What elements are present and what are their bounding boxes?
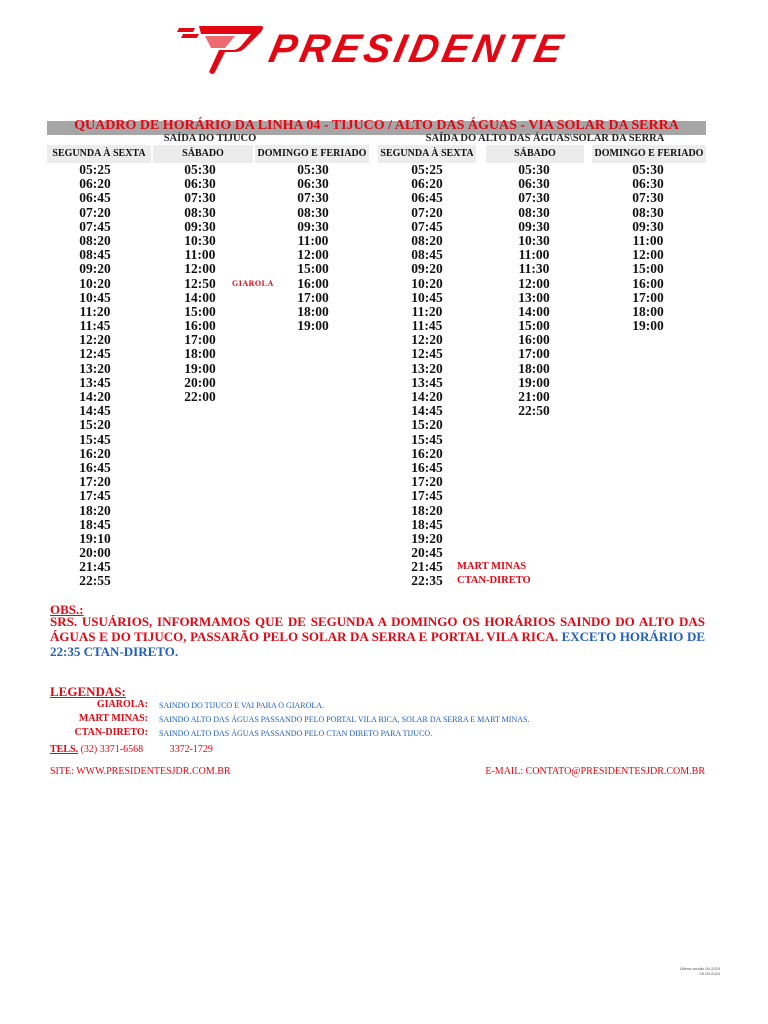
time-value: 17:45 bbox=[411, 488, 443, 504]
time-cell bbox=[375, 362, 479, 376]
time-value: 13:45 bbox=[411, 374, 443, 390]
time-cell bbox=[43, 574, 147, 588]
time-cell bbox=[375, 532, 479, 546]
time-cell bbox=[375, 447, 479, 461]
time-cell bbox=[148, 191, 252, 205]
time-cell bbox=[148, 234, 252, 248]
time-value: 12:20 bbox=[411, 332, 443, 348]
time-cell bbox=[375, 305, 479, 319]
time-cell bbox=[261, 234, 365, 248]
header-tijuco-weekday: SEGUNDA À SEXTA bbox=[47, 145, 151, 163]
time-cell bbox=[375, 390, 479, 404]
legend-key: CTAN-DIRETO: bbox=[74, 727, 148, 738]
time-cell bbox=[596, 262, 700, 276]
time-cell bbox=[596, 163, 700, 177]
time-cell bbox=[148, 333, 252, 347]
time-value: 20:00 bbox=[184, 374, 216, 390]
legend-value: SAINDO ALTO DAS ÁGUAS PASSANDO PELO CTAN DIRETO PARA TIJUCO. bbox=[159, 729, 433, 738]
legend-key: GIAROLA: bbox=[96, 699, 148, 710]
email-link[interactable]: E-MAIL: CONTATO@PRESIDENTESJDR.COM.BR bbox=[485, 766, 705, 777]
time-value: 13:45 bbox=[79, 374, 111, 390]
time-cell bbox=[43, 518, 147, 532]
time-cell bbox=[43, 177, 147, 191]
time-cell bbox=[596, 220, 700, 234]
time-value: 19:00 bbox=[297, 318, 329, 334]
time-cell bbox=[375, 163, 479, 177]
time-cell bbox=[482, 262, 586, 276]
time-value: 10:45 bbox=[79, 289, 111, 305]
time-value: 07:45 bbox=[79, 218, 111, 234]
time-cell bbox=[43, 206, 147, 220]
time-cell bbox=[148, 220, 252, 234]
time-value: 15:00 bbox=[518, 318, 550, 334]
time-cell bbox=[43, 433, 147, 447]
time-value: 20:45 bbox=[411, 545, 443, 561]
time-cell bbox=[43, 447, 147, 461]
time-value: 21:45 bbox=[411, 559, 443, 575]
time-value: 17:00 bbox=[632, 289, 664, 305]
time-cell bbox=[43, 560, 147, 574]
header-tijuco-sunday: DOMINGO E FERIADO bbox=[255, 145, 369, 163]
time-cell bbox=[43, 248, 147, 262]
time-value: 07:30 bbox=[184, 190, 216, 206]
time-cell bbox=[375, 546, 479, 560]
time-value: 15:20 bbox=[411, 417, 443, 433]
column-tijuco-sunday bbox=[261, 163, 365, 333]
time-cell bbox=[148, 291, 252, 305]
time-value: 16:00 bbox=[184, 318, 216, 334]
time-value: 08:45 bbox=[411, 247, 443, 263]
time-value: 06:45 bbox=[411, 190, 443, 206]
telephone-1[interactable]: (32) 3371-6568 bbox=[80, 744, 144, 755]
time-value: 22:55 bbox=[79, 573, 111, 589]
time-value: 08:30 bbox=[297, 204, 329, 220]
time-cell bbox=[375, 559, 527, 575]
time-value: 12:45 bbox=[411, 346, 443, 362]
time-value: 20:00 bbox=[79, 545, 111, 561]
obs-text bbox=[50, 614, 705, 659]
time-value: 10:45 bbox=[411, 289, 443, 305]
time-value: 14:00 bbox=[184, 289, 216, 305]
time-cell bbox=[375, 504, 479, 518]
time-value: 17:20 bbox=[411, 474, 443, 490]
time-value: 12:45 bbox=[79, 346, 111, 362]
time-cell bbox=[482, 177, 586, 191]
time-cell bbox=[261, 277, 365, 291]
time-cell bbox=[482, 277, 586, 291]
time-cell bbox=[43, 277, 147, 291]
time-cell bbox=[148, 206, 252, 220]
time-value: 07:20 bbox=[411, 204, 443, 220]
time-value: 11:20 bbox=[411, 303, 443, 319]
time-cell bbox=[375, 248, 479, 262]
time-cell bbox=[43, 305, 147, 319]
legend-key: MART MINAS: bbox=[78, 713, 148, 724]
time-cell bbox=[375, 291, 479, 305]
time-value: 07:30 bbox=[632, 190, 664, 206]
time-value: 14:20 bbox=[79, 389, 111, 404]
time-cell bbox=[482, 319, 586, 333]
time-cell bbox=[375, 220, 479, 234]
version-line-2: 09-09-2024 bbox=[699, 971, 720, 976]
time-value: 10:30 bbox=[184, 232, 216, 248]
time-cell bbox=[43, 333, 147, 347]
time-value: 16:45 bbox=[411, 459, 443, 475]
time-cell bbox=[375, 518, 479, 532]
time-value: 06:30 bbox=[632, 176, 664, 192]
time-cell bbox=[43, 532, 147, 546]
presidente-logo-icon bbox=[175, 22, 265, 76]
legend-item bbox=[50, 727, 710, 741]
legend-item bbox=[50, 699, 710, 713]
time-value: 08:20 bbox=[79, 232, 111, 248]
time-cell bbox=[43, 404, 147, 418]
note-mart-minas: MART MINAS bbox=[457, 561, 527, 573]
time-cell bbox=[482, 362, 586, 376]
time-value: 11:20 bbox=[79, 303, 111, 319]
time-value: 21:00 bbox=[518, 389, 550, 404]
version-line-1: Última versão 09-2024 bbox=[679, 966, 720, 971]
time-cell bbox=[43, 191, 147, 205]
time-cell bbox=[482, 234, 586, 248]
time-cell bbox=[43, 347, 147, 361]
time-cell bbox=[596, 305, 700, 319]
time-value: 12:20 bbox=[79, 332, 111, 348]
legend-value: SAINDO DO TIJUCO E VAI PARA O GIAROLA. bbox=[159, 701, 325, 710]
time-value: 14:45 bbox=[411, 403, 443, 419]
time-cell bbox=[43, 220, 147, 234]
time-value: 13:20 bbox=[79, 360, 111, 376]
time-cell bbox=[375, 234, 479, 248]
time-cell bbox=[375, 376, 479, 390]
time-value: 18:45 bbox=[79, 516, 111, 532]
column-alto-weekday bbox=[375, 162, 531, 589]
time-value: 11:45 bbox=[79, 318, 111, 334]
time-value: 09:30 bbox=[632, 218, 664, 234]
time-cell bbox=[596, 319, 700, 333]
time-value: 18:00 bbox=[184, 346, 216, 362]
time-cell bbox=[482, 347, 586, 361]
telephone-2[interactable]: 3372-1729 bbox=[169, 744, 213, 755]
header-alto-saturday: SÁBADO bbox=[486, 145, 584, 163]
time-value: 22:35 bbox=[411, 573, 443, 589]
subtitle-alto-das-aguas: SAÍDA DO ALTO DAS ÁGUAS\SOLAR DA SERRA bbox=[425, 133, 665, 144]
time-cell bbox=[482, 191, 586, 205]
time-value: 12:00 bbox=[518, 275, 550, 291]
time-cell bbox=[43, 262, 147, 276]
time-value: 19:00 bbox=[184, 360, 216, 376]
time-value: 15:20 bbox=[79, 417, 111, 433]
obs-title: OBS.: bbox=[50, 602, 84, 617]
time-cell bbox=[482, 206, 586, 220]
time-cell bbox=[375, 573, 531, 589]
time-cell bbox=[375, 191, 479, 205]
time-cell bbox=[148, 376, 252, 390]
time-value: 06:30 bbox=[297, 176, 329, 192]
time-cell bbox=[596, 206, 700, 220]
time-value: 11:45 bbox=[411, 318, 443, 334]
time-cell bbox=[482, 305, 586, 319]
time-cell bbox=[261, 248, 365, 262]
time-cell bbox=[148, 163, 252, 177]
time-value: 15:45 bbox=[411, 431, 443, 447]
time-value: 06:30 bbox=[518, 176, 550, 192]
time-cell bbox=[261, 319, 365, 333]
time-value: 18:20 bbox=[79, 502, 111, 518]
time-cell bbox=[43, 390, 147, 404]
time-value: 07:30 bbox=[297, 190, 329, 206]
version-info bbox=[680, 966, 720, 976]
time-value: 09:30 bbox=[297, 218, 329, 234]
time-cell bbox=[261, 163, 365, 177]
time-cell bbox=[482, 220, 586, 234]
time-value: 21:45 bbox=[79, 559, 111, 575]
time-cell bbox=[43, 504, 147, 518]
time-value: 05:25 bbox=[411, 162, 443, 177]
time-value: 22:50 bbox=[518, 403, 550, 419]
time-value: 09:20 bbox=[79, 261, 111, 277]
time-value: 16:00 bbox=[518, 332, 550, 348]
time-value: 08:20 bbox=[411, 232, 443, 248]
time-cell bbox=[43, 461, 147, 475]
time-cell bbox=[375, 277, 479, 291]
time-cell bbox=[482, 376, 586, 390]
legend-value: SAINDO ALTO DAS ÁGUAS PASSANDO PELO PORTAL VILA RICA, SOLAR DA SERRA E MART MINAS. bbox=[159, 715, 530, 724]
time-value: 18:00 bbox=[632, 303, 664, 319]
time-value: 06:45 bbox=[79, 190, 111, 206]
time-cell bbox=[482, 404, 586, 418]
time-cell bbox=[482, 333, 586, 347]
time-value: 19:00 bbox=[632, 318, 664, 334]
time-cell bbox=[43, 362, 147, 376]
time-cell bbox=[43, 234, 147, 248]
time-cell bbox=[375, 206, 479, 220]
time-cell bbox=[375, 489, 479, 503]
time-cell bbox=[43, 489, 147, 503]
time-cell bbox=[43, 418, 147, 432]
time-cell bbox=[596, 177, 700, 191]
time-value: 08:30 bbox=[184, 204, 216, 220]
time-cell bbox=[148, 362, 252, 376]
legend-title: LEGENDAS: bbox=[50, 684, 126, 699]
time-cell bbox=[596, 291, 700, 305]
time-cell bbox=[43, 475, 147, 489]
time-value: 05:30 bbox=[184, 162, 216, 177]
time-cell bbox=[596, 234, 700, 248]
time-cell bbox=[375, 319, 479, 333]
time-value: 12:00 bbox=[632, 247, 664, 263]
time-value: 18:00 bbox=[297, 303, 329, 319]
page-title: QUADRO DE HORÁRIO DA LINHA 04 - TIJUCO / ALTO DAS ÁGUAS - VIA SOLAR DA SERRA bbox=[74, 118, 679, 133]
time-value: 15:45 bbox=[79, 431, 111, 447]
time-cell bbox=[375, 333, 479, 347]
note-giarola: GIAROLA bbox=[232, 278, 274, 288]
time-cell bbox=[482, 390, 586, 404]
time-value: 07:30 bbox=[518, 190, 550, 206]
time-value: 14:00 bbox=[518, 303, 550, 319]
column-tijuco-weekday bbox=[43, 163, 147, 589]
time-value: 18:00 bbox=[518, 360, 550, 376]
time-value: 17:45 bbox=[79, 488, 111, 504]
time-value: 07:20 bbox=[79, 204, 111, 220]
tels-label: TELS. bbox=[50, 744, 79, 755]
time-value: 16:00 bbox=[632, 275, 664, 291]
time-cell bbox=[148, 390, 252, 404]
time-value: 08:30 bbox=[518, 204, 550, 220]
time-cell bbox=[43, 291, 147, 305]
header-alto-weekday: SEGUNDA À SEXTA bbox=[378, 145, 476, 163]
presidente-logo bbox=[175, 22, 595, 76]
time-value: 05:30 bbox=[518, 162, 550, 177]
time-cell bbox=[375, 418, 479, 432]
time-cell bbox=[261, 262, 365, 276]
brand-name: PRESIDENTE bbox=[265, 27, 571, 71]
time-value: 10:30 bbox=[518, 232, 550, 248]
time-cell bbox=[375, 433, 479, 447]
time-value: 15:00 bbox=[632, 261, 664, 277]
time-value: 16:20 bbox=[79, 445, 111, 461]
time-value: 16:00 bbox=[297, 275, 329, 291]
time-value: 11:00 bbox=[297, 232, 329, 248]
time-cell bbox=[375, 404, 479, 418]
time-value: 19:00 bbox=[518, 374, 550, 390]
time-value: 18:45 bbox=[411, 516, 443, 532]
time-value: 14:45 bbox=[79, 403, 111, 419]
time-value: 13:00 bbox=[518, 289, 550, 305]
time-value: 12:50 bbox=[184, 275, 216, 291]
time-value: 14:20 bbox=[411, 389, 443, 404]
time-value: 05:25 bbox=[79, 162, 111, 177]
time-cell bbox=[148, 177, 252, 191]
time-cell bbox=[375, 177, 479, 191]
time-value: 10:20 bbox=[411, 275, 443, 291]
time-value: 08:45 bbox=[79, 247, 111, 263]
time-cell bbox=[261, 305, 365, 319]
time-value: 11:00 bbox=[184, 247, 216, 263]
time-cell bbox=[482, 163, 586, 177]
time-value: 07:45 bbox=[411, 218, 443, 234]
column-alto-saturday bbox=[482, 163, 586, 418]
time-value: 19:10 bbox=[79, 530, 111, 546]
telephones bbox=[50, 744, 213, 755]
time-value: 13:20 bbox=[411, 360, 443, 376]
time-cell bbox=[148, 262, 252, 276]
time-cell bbox=[375, 461, 479, 475]
time-cell bbox=[596, 248, 700, 262]
time-cell bbox=[261, 220, 365, 234]
time-value: 11:00 bbox=[632, 232, 664, 248]
time-value: 06:20 bbox=[411, 176, 443, 192]
column-alto-sunday bbox=[596, 163, 700, 333]
time-value: 16:20 bbox=[411, 445, 443, 461]
time-value: 12:00 bbox=[184, 261, 216, 277]
time-cell bbox=[375, 347, 479, 361]
time-value: 09:20 bbox=[411, 261, 443, 277]
time-cell bbox=[43, 376, 147, 390]
time-value: 05:30 bbox=[297, 162, 329, 177]
time-value: 17:00 bbox=[297, 289, 329, 305]
header-alto-sunday: DOMINGO E FERIADO bbox=[592, 145, 706, 163]
time-cell bbox=[261, 206, 365, 220]
time-value: 10:20 bbox=[79, 275, 111, 291]
time-cell bbox=[43, 546, 147, 560]
time-value: 19:20 bbox=[411, 530, 443, 546]
time-value: 15:00 bbox=[297, 261, 329, 277]
time-value: 17:00 bbox=[184, 332, 216, 348]
time-value: 17:20 bbox=[79, 474, 111, 490]
time-value: 16:45 bbox=[79, 459, 111, 475]
time-value: 22:00 bbox=[184, 389, 216, 404]
website-link[interactable]: SITE: WWW.PRESIDENTESJDR.COM.BR bbox=[50, 766, 231, 777]
time-cell bbox=[148, 319, 252, 333]
time-cell bbox=[596, 191, 700, 205]
time-cell bbox=[375, 475, 479, 489]
note-ctan-direto: CTAN-DIRETO bbox=[457, 575, 531, 587]
subtitle-tijuco: SAÍDA DO TIJUCO bbox=[163, 133, 257, 144]
time-cell bbox=[375, 262, 479, 276]
time-value: 12:00 bbox=[297, 247, 329, 263]
time-cell bbox=[43, 163, 147, 177]
time-value: 18:20 bbox=[411, 502, 443, 518]
header-tijuco-saturday: SÁBADO bbox=[153, 145, 253, 163]
time-value: 08:30 bbox=[632, 204, 664, 220]
time-value: 15:00 bbox=[184, 303, 216, 319]
time-cell bbox=[148, 248, 252, 262]
obs-exception: EXCETO HORÁRIO DE 22:35 CTAN-DIRETO. bbox=[50, 629, 706, 659]
time-cell bbox=[43, 319, 147, 333]
legend-item bbox=[50, 713, 710, 727]
time-cell bbox=[148, 275, 274, 291]
time-value: 17:00 bbox=[518, 346, 550, 362]
time-value: 05:30 bbox=[632, 162, 664, 177]
time-value: 09:30 bbox=[184, 218, 216, 234]
time-cell bbox=[148, 305, 252, 319]
time-value: 11:00 bbox=[518, 247, 550, 263]
column-tijuco-saturday bbox=[148, 162, 274, 404]
time-value: 09:30 bbox=[518, 218, 550, 234]
time-cell bbox=[482, 291, 586, 305]
time-cell bbox=[482, 248, 586, 262]
time-cell bbox=[261, 191, 365, 205]
obs-notice: SRS. USUÁRIOS, INFORMAMOS QUE DE SEGUNDA A DOMINGO OS HORÁRIOS SAINDO DO ALTO DAS ÁGUAS E DO TIJUCO, PASSARÃO PELO SOLAR DA SERRA E PORTAL VILA RICA. bbox=[50, 614, 705, 644]
time-value: 11:30 bbox=[518, 261, 550, 277]
time-cell bbox=[148, 347, 252, 361]
time-value: 06:30 bbox=[184, 176, 216, 192]
time-cell bbox=[596, 277, 700, 291]
time-cell bbox=[261, 291, 365, 305]
time-value: 06:20 bbox=[79, 176, 111, 192]
time-cell bbox=[261, 177, 365, 191]
